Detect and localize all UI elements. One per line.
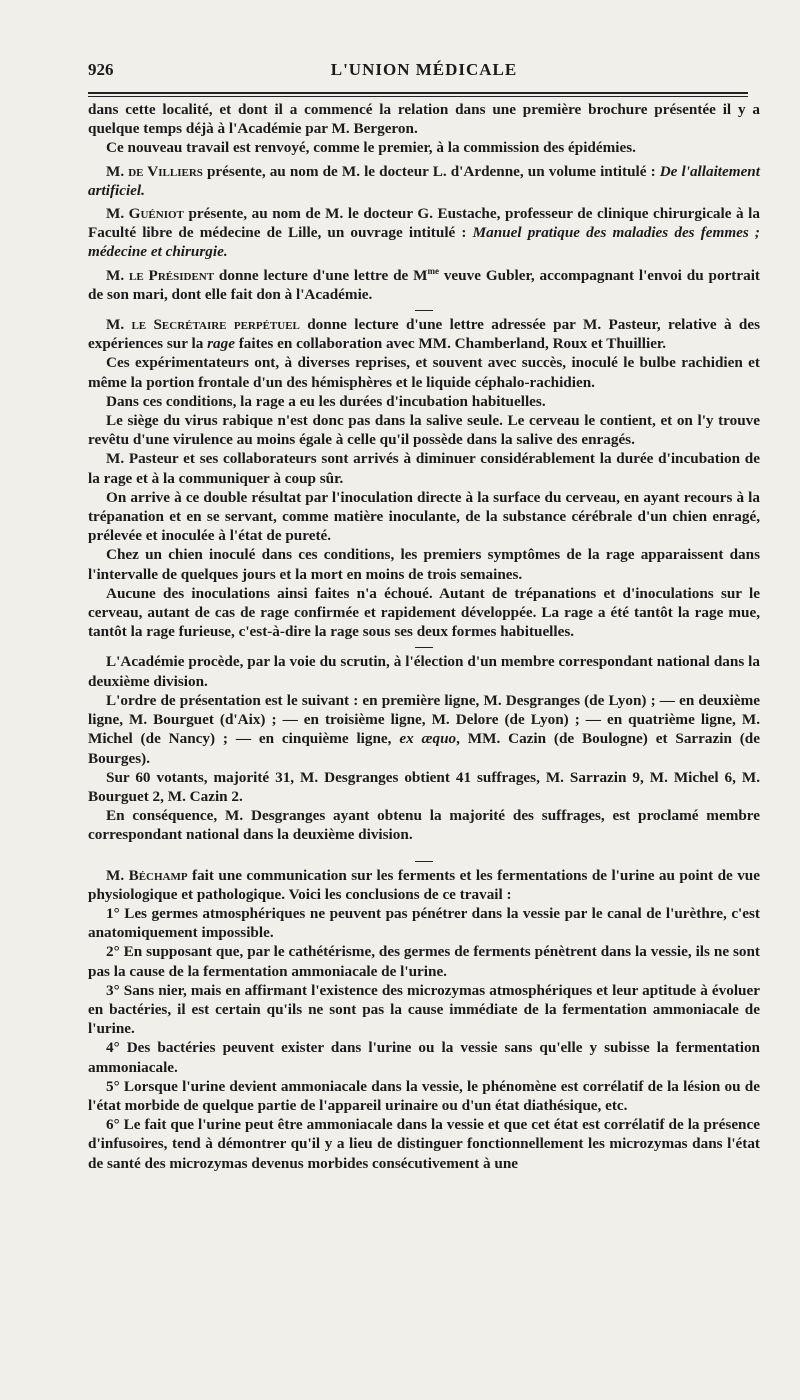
paragraph: M. Pasteur et ses collaborateurs sont arrivés à diminuer considérablement la durée d'incubation de la rage et à la communiquer à coup sûr. <box>88 450 760 487</box>
conclusion-item: 4° Des bactéries peuvent exister dans l'urine ou la vessie sans qu'elle y subisse la fermentation ammoniacale. <box>88 1039 760 1076</box>
speaker-name: M. Guéniot <box>106 205 184 223</box>
conclusion-item: 5° Lorsque l'urine devient ammoniacale dans la vessie, le phénomène est corrélatif de la lésion ou de l'état morbide de quelque partie de l'appareil urinaire ou d'un état diathésique, etc. <box>88 1077 760 1114</box>
superscript: me <box>427 265 439 276</box>
italic-phrase: ex æquo <box>399 730 457 748</box>
section-divider <box>415 861 433 862</box>
paragraph: L'Académie procède, par la voie du scrutin, à l'élection d'un membre correspondant national dans la deuxième division. <box>88 653 760 690</box>
paragraph-text: veuve Gubler, accompagnant l'envoi du portrait de son mari, dont elle fait don à l'Académie. <box>88 266 760 303</box>
speaker-name: M. le Président <box>106 266 215 284</box>
paragraph <box>88 315 760 353</box>
paragraph-text: L'ordre de présentation est le suivant : en première ligne, M. Desgranges (de Lyon) ; — en deuxième ligne, M. Bourguet (d'Aix) ; — en troisième ligne, M. Delore (de Lyon) ; — en quatrième ligne, M. Michel (de Nancy) ; — en cinquième ligne, <box>88 691 760 748</box>
paragraph-text: présente, au nom de M. le docteur G. Eustache, professeur de clinique chirurgicale à la Faculté libre de médecine de Lille, un ouvrage intitulé : <box>88 205 760 242</box>
paragraph: Ce nouveau travail est renvoyé, comme le premier, à la commission des épidémies. <box>106 139 636 157</box>
speaker-name: M. le Secrétaire perpétuel <box>106 316 300 334</box>
paragraph: Sur 60 votants, majorité 31, M. Desgranges obtient 41 suffrages, M. Sarrazin 9, M. Michel 6, M. Bourguet 2, M. Cazin 2. <box>88 768 760 805</box>
header-rule <box>88 92 748 97</box>
paragraph-text: présente, au nom de M. le docteur L. d'Ardenne, un volume intitulé : <box>202 162 660 180</box>
paragraph <box>88 204 760 262</box>
paragraph-text: donne lecture d'une lettre adressée par M. Pasteur, relative à des expériences sur la <box>88 316 760 353</box>
page-number: 926 <box>88 60 114 79</box>
paragraph: On arrive à ce double résultat par l'inoculation directe à la surface du cerveau, en ayant recours à la trépanation et en se servant, comme matière inoculante, de la substance cérébrale d'un chien enragé, prélevée et inoculée à l'état de pureté. <box>88 488 760 545</box>
book-title: De l'allaitement artificiel. <box>88 162 760 199</box>
journal-title: L'UNION MÉDICALE <box>330 60 518 79</box>
paragraph: dans cette localité, et dont il a commencé la relation dans une première brochure présentée il y a quelque temps déjà à l'Académie par M. Bergeron. <box>88 101 760 138</box>
paragraph: En conséquence, M. Desgranges ayant obtenu la majorité des suffrages, est proclamé membre correspondant national dans la deuxième division. <box>88 807 760 844</box>
paragraph <box>88 266 760 304</box>
page-header <box>88 60 760 86</box>
conclusion-item: 3° Sans nier, mais en affirmant l'existence des microzymas atmosphériques et leur aptitude à évoluer en bactéries, il est certain qu'ils ne sont pas la cause immédiate de la fermentation ammoniacale de l'urine. <box>88 981 760 1038</box>
conclusion-item: 2° En supposant que, par le cathétérisme, des germes de ferments pénètrent dans la vessie, ils ne sont pas la cause de la fermentation ammoniacale de l'urine. <box>88 943 760 980</box>
paragraph-text: faites en collaboration avec MM. Chamberland, Roux et Thuillier. <box>234 335 667 353</box>
paragraph: Chez un chien inoculé dans ces conditions, les premiers symptômes de la rage apparaissent dans l'intervalle de quelques jours et la mort en moins de trois semaines. <box>88 546 760 583</box>
book-title: Manuel pratique des maladies des femmes ; médecine et chirurgie. <box>88 224 760 261</box>
paragraph <box>88 691 760 768</box>
paragraph-text: donne lecture d'une lettre de M <box>214 266 428 284</box>
paragraph: Dans ces conditions, la rage a eu les durées d'incubation habituelles. <box>106 392 546 410</box>
section-divider <box>415 310 433 311</box>
article-body <box>88 100 760 1173</box>
speaker-name: M. Béchamp <box>106 866 188 884</box>
paragraph-text: , MM. Cazin (de Boulogne) et Sarrazin (de Bourges). <box>88 730 760 767</box>
paragraph: Le siège du virus rabique n'est donc pas dans la salive seule. Le cerveau le contient, et on l'y trouve revêtu d'une virulence au moins égale à celle qu'il possède dans la salive des enragés. <box>88 412 760 449</box>
conclusion-item: 6° Le fait que l'urine peut être ammoniacale dans la vessie et que cet état est corrélatif de la présence d'infusoires, tend à démontrer qu'il y a lieu de distinguer fonctionnellement les microzymas dans l'état de santé des microzymas devenus morbides consécutivement à une <box>88 1116 760 1172</box>
conclusion-item: 1° Les germes atmosphériques ne peuvent pas pénétrer dans la vessie par le canal de l'urèthre, c'est anatomiquement impossible. <box>88 904 760 942</box>
paragraph: Ces expérimentateurs ont, à diverses reprises, et souvent avec succès, inoculé le bulbe rachidien et même la portion frontale d'un des hémisphères et le liquide céphalo-rachidien. <box>88 354 760 391</box>
speaker-name: M. de Villiers <box>106 162 203 180</box>
paragraph-text: fait une communication sur les ferments et les fermentations de l'urine au point de vue physiologique et pathologique. Voici les conclusions de ce travail : <box>88 866 760 903</box>
paragraph <box>88 866 760 904</box>
paragraph: Aucune des inoculations ainsi faites n'a échoué. Autant de trépanations et d'inoculations sur le cerveau, autant de cas de rage confirmée et rapidement développée. La rage a été tantôt la rage mue, tantôt la rage furieuse, c'est-à-dire la rage sous ses deux formes habituelles. <box>88 584 760 641</box>
paragraph <box>88 162 760 200</box>
section-divider <box>415 647 433 648</box>
italic-word: rage <box>207 335 235 353</box>
